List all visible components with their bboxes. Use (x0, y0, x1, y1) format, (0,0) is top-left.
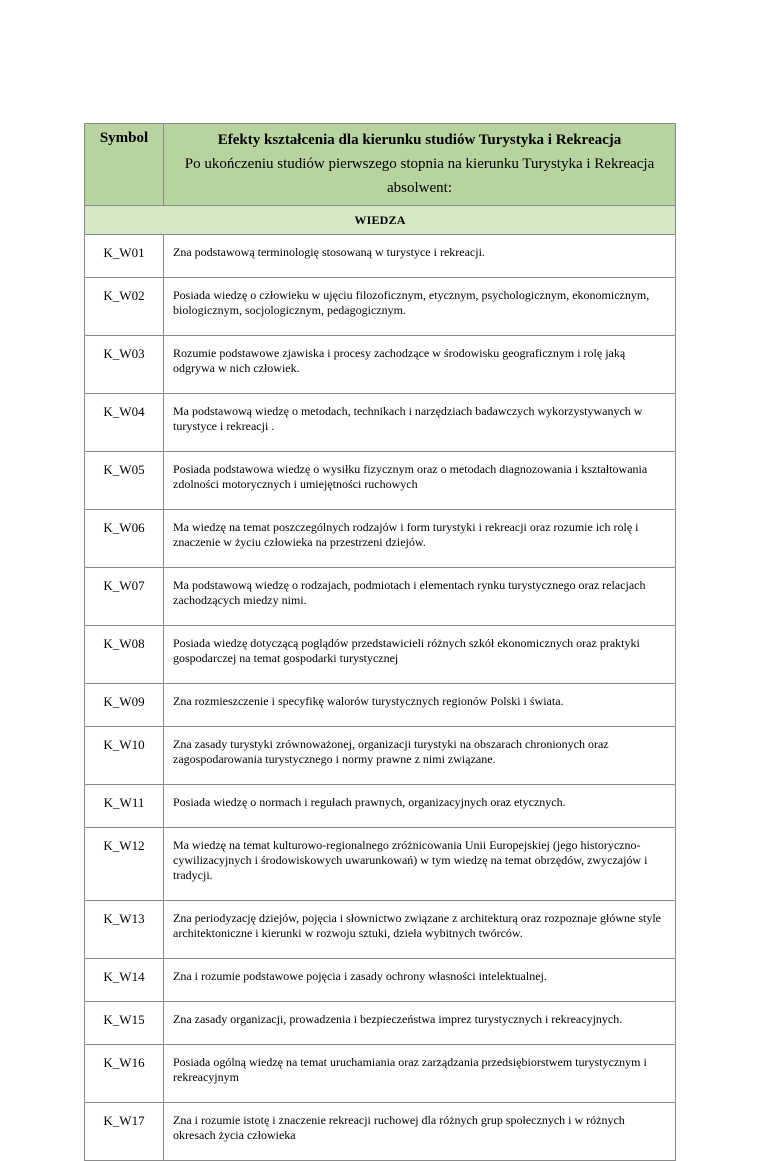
outcome-code: K_W09 (85, 684, 164, 727)
outcome-description: Zna zasady organizacji, prowadzenia i bezpieczeństwa imprez turystycznych i rekreacyjnych. (164, 1002, 676, 1045)
outcome-description: Zna rozmieszczenie i specyfikę walorów turystycznych regionów Polski i świata. (164, 684, 676, 727)
outcome-code: K_W15 (85, 1002, 164, 1045)
outcome-code: K_W13 (85, 901, 164, 959)
table-row (85, 1002, 676, 1045)
outcome-description: Zna podstawową terminologię stosowaną w turystyce i rekreacji. (164, 235, 676, 278)
outcome-code: K_W14 (85, 959, 164, 1002)
outcomes-subtitle: Po ukończeniu studiów pierwszego stopnia na kierunku Turystyka i Rekreacja absolwent: (184, 156, 655, 196)
outcome-description: Ma wiedzę na temat poszczególnych rodzajów i form turystyki i rekreacji oraz rozumie ich rolę i znaczenie w życiu człowieka na przestrzeni dziejów. (164, 510, 676, 568)
outcome-code: K_W01 (85, 235, 164, 278)
outcome-description: Ma wiedzę na temat kulturowo-regionalnego zróżnicowania Unii Europejskiej (jego historyczno-cywilizacyjnych i środowiskowych uwarunkowań) w tym wiedzę na temat obrzędów, zwyczajów i tradycji. (164, 828, 676, 901)
symbol-header: Symbol (85, 124, 164, 206)
outcome-description: Posiada ogólną wiedzę na temat uruchamiania oraz zarządzania przedsiębiorstwem turystycznym i rekreacyjnym (164, 1045, 676, 1103)
table-row (85, 452, 676, 510)
outcome-code: K_W04 (85, 394, 164, 452)
table-row (85, 1045, 676, 1103)
outcome-code: K_W07 (85, 568, 164, 626)
outcome-code: K_W03 (85, 336, 164, 394)
outcome-description: Rozumie podstawowe zjawiska i procesy zachodzące w środowisku geograficznym i rolę jaką odgrywa w nich człowiek. (164, 336, 676, 394)
outcome-code: K_W16 (85, 1045, 164, 1103)
table-row (85, 336, 676, 394)
outcome-code: K_W05 (85, 452, 164, 510)
outcomes-title: Efekty kształcenia dla kierunku studiów Turystyka i Rekreacja (217, 132, 622, 148)
table-row (85, 828, 676, 901)
outcome-description: Ma podstawową wiedzę o metodach, technikach i narzędziach badawczych wykorzystywanych w turystyce i rekreacji . (164, 394, 676, 452)
table-row (85, 394, 676, 452)
outcome-description: Posiada wiedzę dotyczącą poglądów przedstawicieli różnych szkół ekonomicznych oraz praktyki gospodarczej na temat gospodarki turystycznej (164, 626, 676, 684)
table-row (85, 959, 676, 1002)
table-row (85, 1103, 676, 1161)
outcome-description: Ma podstawową wiedzę o rodzajach, podmiotach i elementach rynku turystycznego oraz relacjach zachodzących miedzy nimi. (164, 568, 676, 626)
table-row (85, 785, 676, 828)
outcome-code: K_W17 (85, 1103, 164, 1161)
table-row (85, 278, 676, 336)
outcome-description: Posiada wiedzę o człowieku w ujęciu filozoficznym, etycznym, psychologicznym, ekonomicznym, biologicznym, socjologicznym, pedagogicznym. (164, 278, 676, 336)
outcome-description: Zna i rozumie istotę i znaczenie rekreacji ruchowej dla różnych grup społecznych i w różnych okresach życia człowieka (164, 1103, 676, 1161)
table-row (85, 626, 676, 684)
section-label-wiedza: WIEDZA (85, 206, 676, 235)
table-row (85, 510, 676, 568)
outcome-code: K_W06 (85, 510, 164, 568)
outcome-description: Zna periodyzację dziejów, pojęcia i słownictwo związane z architekturą oraz rozpoznaje główne style architektoniczne i kierunki w rozwoju sztuki, dzieła wybitnych twórców. (164, 901, 676, 959)
outcomes-header (164, 124, 676, 206)
table-row (85, 684, 676, 727)
table-header-row (85, 124, 676, 206)
outcome-description: Posiada wiedzę o normach i regułach prawnych, organizacyjnych oraz etycznych. (164, 785, 676, 828)
learning-outcomes-table (84, 123, 676, 1161)
outcome-code: K_W12 (85, 828, 164, 901)
section-row (85, 206, 676, 235)
outcome-code: K_W10 (85, 727, 164, 785)
outcome-code: K_W11 (85, 785, 164, 828)
table-row (85, 727, 676, 785)
outcome-description: Posiada podstawowa wiedzę o wysiłku fizycznym oraz o metodach diagnozowania i kształtowania zdolności motorycznych i umiejętności ruchowych (164, 452, 676, 510)
outcome-description: Zna zasady turystyki zrównoważonej, organizacji turystyki na obszarach chronionych oraz zagospodarowania turystycznego i normy prawne z nimi związane. (164, 727, 676, 785)
outcome-description: Zna i rozumie podstawowe pojęcia i zasady ochrony własności intelektualnej. (164, 959, 676, 1002)
table-row (85, 235, 676, 278)
table-row (85, 568, 676, 626)
table-row (85, 901, 676, 959)
outcome-code: K_W02 (85, 278, 164, 336)
outcome-code: K_W08 (85, 626, 164, 684)
